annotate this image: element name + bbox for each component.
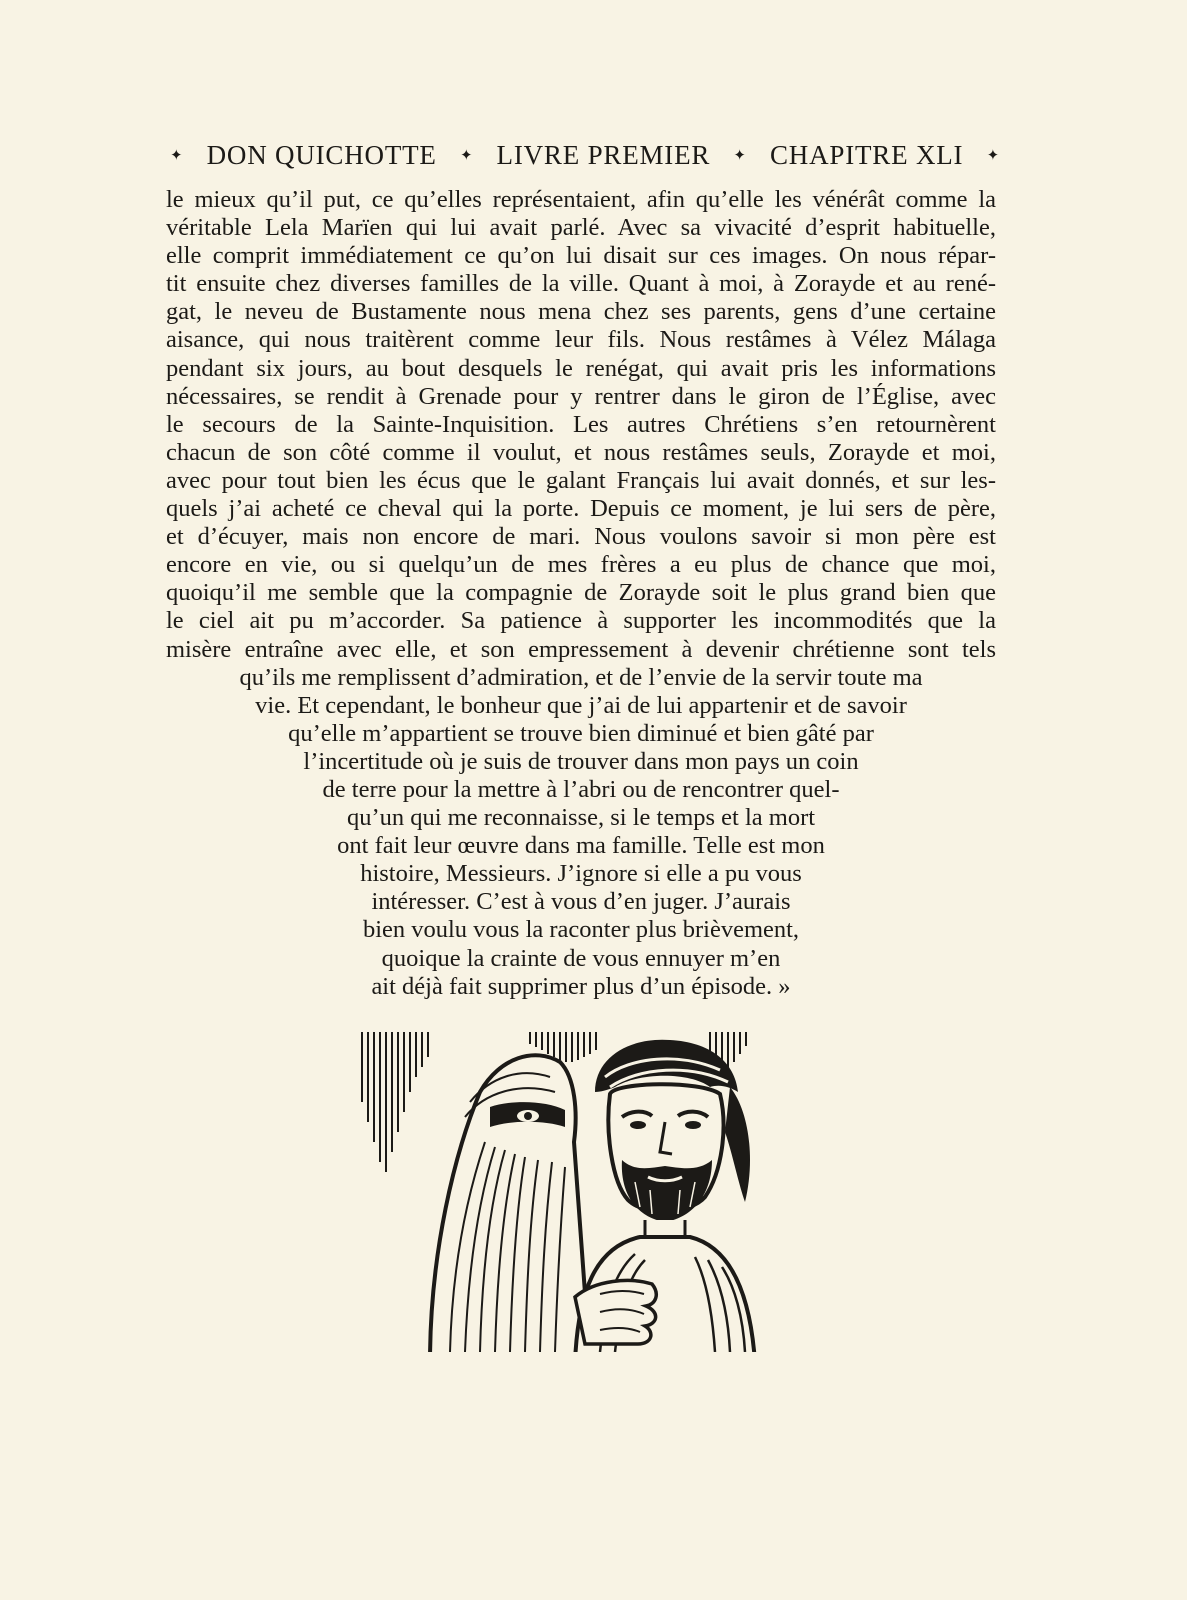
running-head-title: DON QUICHOTTE xyxy=(206,140,437,170)
text-line: ait déjà fait supprimer plus d’un épisode. » xyxy=(371,972,791,1000)
text-line: véritable Lela Marïen qui lui avait parlé. Avec sa vivacité d’esprit habituelle, xyxy=(166,214,996,242)
text-line: le ciel ait pu m’accorder. Sa patience à supporter les incommodités que la xyxy=(166,607,996,635)
text-line: chacun de son côté comme il voulut, et nous restâmes seuls, Zorayde et moi, xyxy=(166,438,996,466)
text-line: ont fait leur œuvre dans ma famille. Telle est mon xyxy=(337,832,825,860)
text-line: elle comprit immédiatement ce qu’on lui disait sur ces images. On nous répar- xyxy=(166,242,996,270)
woodcut-illustration xyxy=(360,1032,760,1352)
text-line: pendant six jours, au bout desquels le renégat, qui avait pris les informations xyxy=(166,354,996,382)
text-line: le mieux qu’il put, ce qu’elles représentaient, afin qu’elle les vénérât comme la xyxy=(166,186,996,213)
text-line: vie. Et cependant, le bonheur que j’ai de lui appartenir et de savoir xyxy=(255,691,907,719)
text-line: le secours de la Sainte-Inquisition. Les autres Chrétiens s’en retournèrent xyxy=(166,410,996,438)
text-line: l’incertitude où je suis de trouver dans mon pays un coin xyxy=(303,747,859,775)
text-line: nécessaires, se rendit à Grenade pour y rentrer dans le giron de l’Église, avec xyxy=(166,382,996,410)
text-line: encore en vie, ou si quelqu’un de mes frères a eu plus de chance que moi, xyxy=(166,551,996,579)
ornament-diamond-icon: ✦ xyxy=(170,148,184,164)
text-line: bien voulu vous la raconter plus brièvement, xyxy=(362,916,800,944)
text-line: qu’elle m’appartient se trouve bien diminué et bien gâté par xyxy=(288,719,874,747)
text-line: qu’ils me remplissent d’admiration, et de l’envie de la servir toute ma xyxy=(239,663,923,691)
text-line: gat, le neveu de Bustamente nous mena chez ses parents, gens d’une certaine xyxy=(166,298,996,326)
text-line: histoire, Messieurs. J’ignore si elle a pu vous xyxy=(360,860,802,888)
text-line: tit ensuite chez diverses familles de la ville. Quant à moi, à Zorayde et au rené- xyxy=(166,270,996,298)
text-line: quoique la crainte de vous ennuyer m’en xyxy=(381,944,781,972)
ornament-diamond-icon: ✦ xyxy=(986,148,1000,164)
text-line: aisance, qui nous traitèrent comme leur fils. Nous restâmes à Vélez Málaga xyxy=(166,326,996,354)
text-line: misère entraîne avec elle, et son empressement à devenir chrétienne sont tels xyxy=(166,635,996,663)
text-line: intéresser. C’est à vous d’en juger. J’aurais xyxy=(371,888,791,916)
text-line: de terre pour la mettre à l’abri ou de rencontrer quel- xyxy=(322,775,840,803)
text-line: qu’un qui me reconnaisse, si le temps et la mort xyxy=(346,804,816,832)
body-text xyxy=(166,186,996,1001)
text-line: et d’écuyer, mais non encore de mari. Nous voulons savoir si mon père est xyxy=(166,523,996,551)
text-line: avec pour tout bien les écus que le galant Français lui avait donnés, et sur les- xyxy=(166,466,996,494)
text-line: quels j’ai acheté ce cheval qui la porte. Depuis ce moment, je lui sers de père, xyxy=(166,495,996,523)
running-head xyxy=(170,140,1000,171)
running-head-chapter: CHAPITRE XLI xyxy=(770,140,964,170)
text-line: quoiqu’il me semble que la compagnie de Zorayde soit le plus grand bien que xyxy=(166,579,996,607)
ornament-diamond-icon: ✦ xyxy=(459,148,474,164)
ornament-diamond-icon: ✦ xyxy=(733,148,747,164)
running-head-book: LIVRE PREMIER xyxy=(496,140,711,170)
